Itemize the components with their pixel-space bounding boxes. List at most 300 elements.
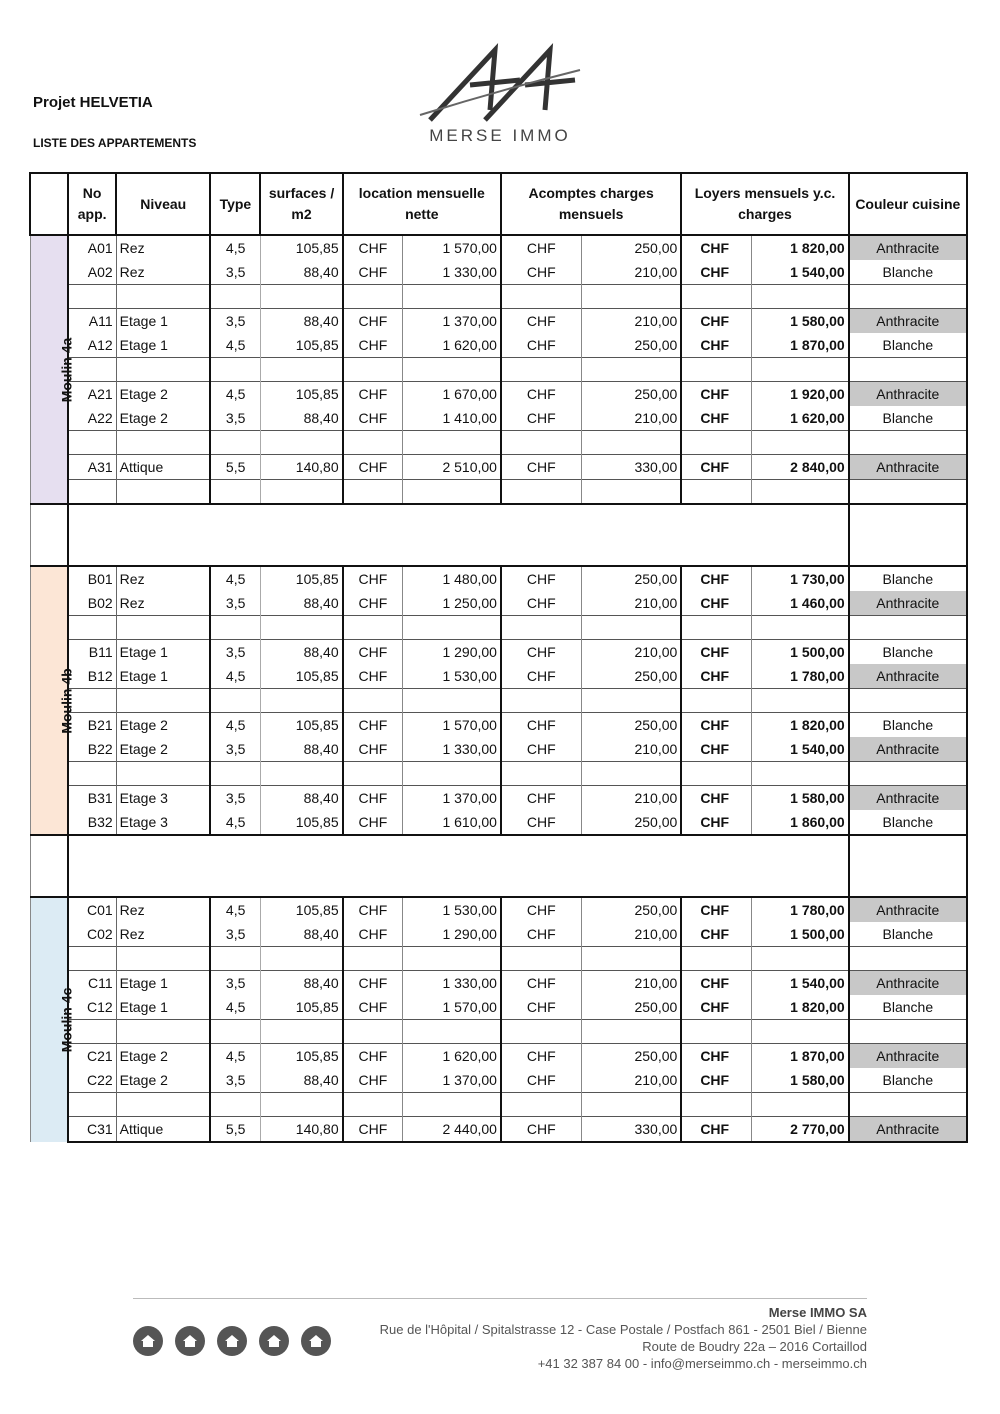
kitchen-color: Anthracite [849,786,967,811]
apartment-number: B21 [68,713,116,738]
apartment-level: Etage 1 [116,333,210,358]
apartment-type: 3,5 [210,309,260,334]
empty-cell [210,1093,260,1117]
charges: 210,00 [581,737,681,762]
empty-cell [751,480,848,505]
kitchen-color: Anthracite [849,382,967,407]
empty-cell [343,762,403,786]
net-rent: 1 370,00 [403,309,501,334]
empty-cell [403,480,501,505]
apartment-number: A22 [68,406,116,431]
apartment-level: Etage 2 [116,737,210,762]
apartment-level: Attique [116,455,210,480]
apartment-type: 3,5 [210,1068,260,1093]
empty-cell [681,1020,751,1044]
currency-label: CHF [501,1044,581,1069]
apartment-level: Rez [116,235,210,260]
total-rent: 1 780,00 [751,897,848,922]
currency-label: CHF [343,333,403,358]
building-label-cell [30,235,74,504]
currency-label: CHF [501,382,581,407]
building-label: Moulin 4a [57,337,74,402]
gap-cell [30,504,68,566]
apartment-number: C11 [68,971,116,996]
apartment-level: Etage 2 [116,382,210,407]
empty-cell [681,285,751,309]
table-row [30,995,967,1020]
apartments-table [29,172,968,1143]
currency-label: CHF [343,382,403,407]
currency-label: CHF [681,235,751,260]
empty-cell [501,285,581,309]
charges: 330,00 [581,455,681,480]
apartment-number: A01 [68,235,116,260]
spacer-row [30,762,967,786]
currency-label: CHF [501,640,581,665]
net-rent: 1 570,00 [403,713,501,738]
apartment-type: 3,5 [210,922,260,947]
apartment-level: Etage 2 [116,406,210,431]
currency-label: CHF [501,664,581,689]
empty-cell [849,947,967,971]
apartment-level: Etage 1 [116,309,210,334]
currency-label: CHF [681,810,751,835]
empty-cell [681,689,751,713]
currency-label: CHF [501,713,581,738]
empty-cell [260,285,342,309]
empty-cell [260,762,342,786]
charges: 250,00 [581,1044,681,1069]
empty-cell [501,689,581,713]
sell-home-icon [133,1326,163,1356]
total-rent: 1 500,00 [751,922,848,947]
table-row [30,664,967,689]
footer-address [380,1304,867,1372]
empty-cell [343,285,403,309]
apartment-number: B32 [68,810,116,835]
apartment-type: 4,5 [210,333,260,358]
apartment-level: Etage 3 [116,810,210,835]
charges: 250,00 [581,897,681,922]
empty-cell [581,480,681,505]
empty-cell [849,1093,967,1117]
currency-label: CHF [343,1068,403,1093]
empty-cell [210,947,260,971]
apartment-level: Etage 1 [116,640,210,665]
apartment-type: 3,5 [210,260,260,285]
apartment-type: 3,5 [210,786,260,811]
apartment-level: Etage 1 [116,995,210,1020]
net-rent: 1 620,00 [403,333,501,358]
apartment-surface: 140,80 [260,1117,342,1143]
empty-cell [751,947,848,971]
apartment-number: B11 [68,640,116,665]
currency-label: CHF [681,260,751,285]
apartment-surface: 140,80 [260,455,342,480]
apartment-type: 3,5 [210,591,260,616]
net-rent: 1 570,00 [403,995,501,1020]
empty-cell [116,358,210,382]
kitchen-color: Anthracite [849,971,967,996]
currency-label: CHF [343,1117,403,1143]
apartment-surface: 88,40 [260,786,342,811]
currency-label: CHF [681,333,751,358]
empty-cell [210,285,260,309]
empty-cell [116,616,210,640]
empty-cell [849,762,967,786]
net-rent: 1 570,00 [403,235,501,260]
table-row [30,713,967,738]
apartment-level: Rez [116,591,210,616]
header-surface: surfaces / m2 [260,173,342,235]
apartment-surface: 88,40 [260,591,342,616]
apartment-type: 3,5 [210,971,260,996]
empty-cell [751,431,848,455]
currency-label: CHF [681,737,751,762]
empty-cell [681,431,751,455]
empty-cell [751,762,848,786]
header-niveau: Niveau [116,173,210,235]
currency-label: CHF [501,455,581,480]
table-row [30,922,967,947]
spacer-row [30,358,967,382]
currency-label: CHF [501,995,581,1020]
net-rent: 1 330,00 [403,971,501,996]
apartment-type: 3,5 [210,737,260,762]
total-rent: 1 730,00 [751,566,848,591]
total-rent: 1 820,00 [751,995,848,1020]
key-home-icon [259,1326,289,1356]
apartment-number: A11 [68,309,116,334]
apartment-type: 4,5 [210,995,260,1020]
net-rent: 1 670,00 [403,382,501,407]
currency-label: CHF [501,897,581,922]
empty-cell [210,480,260,505]
currency-label: CHF [681,455,751,480]
apartment-level: Etage 2 [116,1068,210,1093]
charges: 250,00 [581,333,681,358]
empty-cell [501,358,581,382]
table-row [30,1068,967,1093]
currency-label: CHF [501,1117,581,1143]
apartment-surface: 105,85 [260,713,342,738]
currency-label: CHF [343,810,403,835]
empty-cell [581,1093,681,1117]
currency-label: CHF [681,1068,751,1093]
apartment-level: Etage 1 [116,664,210,689]
apartment-type: 5,5 [210,1117,260,1143]
currency-label: CHF [343,455,403,480]
net-rent: 1 290,00 [403,922,501,947]
currency-label: CHF [501,260,581,285]
empty-cell [751,358,848,382]
currency-label: CHF [343,406,403,431]
charges: 250,00 [581,995,681,1020]
total-rent: 1 540,00 [751,971,848,996]
table-row [30,1117,967,1143]
empty-cell [849,358,967,382]
currency-label: CHF [681,1044,751,1069]
apartment-number: C22 [68,1068,116,1093]
apartment-number: B12 [68,664,116,689]
currency-label: CHF [343,1044,403,1069]
net-rent: 1 530,00 [403,897,501,922]
apartment-type: 4,5 [210,382,260,407]
empty-cell [68,947,116,971]
empty-cell [260,358,342,382]
currency-label: CHF [501,922,581,947]
empty-cell [210,616,260,640]
charges: 250,00 [581,566,681,591]
apartment-surface: 88,40 [260,922,342,947]
net-rent: 1 410,00 [403,406,501,431]
spacer-row [30,285,967,309]
apartment-type: 4,5 [210,664,260,689]
table-row [30,971,967,996]
apartment-surface: 105,85 [260,664,342,689]
empty-cell [343,1093,403,1117]
apartment-type: 3,5 [210,640,260,665]
table-row [30,640,967,665]
building-gap-row [30,504,967,566]
charges: 210,00 [581,640,681,665]
project-title: Projet HELVETIA [33,94,153,111]
apartment-surface: 105,85 [260,333,342,358]
apartment-surface: 105,85 [260,995,342,1020]
net-rent: 2 510,00 [403,455,501,480]
spacer-row [30,616,967,640]
empty-cell [681,616,751,640]
currency-label: CHF [501,309,581,334]
empty-cell [581,689,681,713]
empty-cell [501,762,581,786]
empty-cell [403,762,501,786]
apartment-number: A31 [68,455,116,480]
header-loyers: Loyers mensuels y.c. charges [681,173,848,235]
net-rent: 1 370,00 [403,786,501,811]
currency-label: CHF [343,591,403,616]
total-rent: 1 780,00 [751,664,848,689]
kitchen-color: Blanche [849,1068,967,1093]
empty-cell [68,480,116,505]
total-rent: 1 580,00 [751,309,848,334]
empty-cell [68,1093,116,1117]
apartment-number: C21 [68,1044,116,1069]
total-rent: 1 460,00 [751,591,848,616]
charges: 210,00 [581,922,681,947]
table-row [30,406,967,431]
apartment-number: B22 [68,737,116,762]
total-rent: 1 820,00 [751,235,848,260]
empty-cell [681,947,751,971]
apartment-surface: 88,40 [260,406,342,431]
total-rent: 1 820,00 [751,713,848,738]
kitchen-color: Blanche [849,640,967,665]
apartment-type: 4,5 [210,1044,260,1069]
building-label-cell [30,897,74,1142]
empty-cell [581,616,681,640]
total-rent: 1 870,00 [751,1044,848,1069]
building-label: Moulin 4b [58,667,75,734]
total-rent: 1 860,00 [751,810,848,835]
currency-label: CHF [681,309,751,334]
kitchen-color: Blanche [849,995,967,1020]
logo-text: MERSE IMMO [429,126,571,145]
apartment-level: Rez [116,566,210,591]
kitchen-color: Blanche [849,566,967,591]
total-rent: 1 870,00 [751,333,848,358]
spacer-row [30,480,967,505]
empty-cell [751,1093,848,1117]
spacer-row [30,1093,967,1117]
apartment-surface: 88,40 [260,260,342,285]
empty-cell [68,431,116,455]
net-rent: 1 620,00 [403,1044,501,1069]
net-rent: 1 330,00 [403,260,501,285]
empty-cell [116,1093,210,1117]
kitchen-color: Blanche [849,922,967,947]
apartment-number: C01 [68,897,116,922]
header-type: Type [210,173,260,235]
net-rent: 1 370,00 [403,1068,501,1093]
empty-cell [210,689,260,713]
currency-label: CHF [343,309,403,334]
apartment-number: C12 [68,995,116,1020]
empty-cell [581,285,681,309]
charges: 210,00 [581,786,681,811]
empty-cell [116,431,210,455]
empty-cell [751,616,848,640]
currency-label: CHF [501,971,581,996]
empty-cell [343,616,403,640]
empty-cell [403,1093,501,1117]
currency-label: CHF [343,786,403,811]
empty-cell [260,480,342,505]
table-row [30,260,967,285]
gap-cell [30,835,68,897]
currency-label: CHF [501,1068,581,1093]
currency-label: CHF [681,406,751,431]
total-rent: 1 540,00 [751,737,848,762]
apartment-type: 4,5 [210,897,260,922]
empty-cell [403,1020,501,1044]
empty-cell [849,480,967,505]
kitchen-color: Blanche [849,810,967,835]
apartment-number: A02 [68,260,116,285]
footer-line-2: Route de Boudry 22a – 2016 Cortaillod [642,1339,867,1354]
currency-label: CHF [501,235,581,260]
currency-label: CHF [681,995,751,1020]
empty-cell [849,285,967,309]
empty-cell [501,616,581,640]
apartment-level: Rez [116,922,210,947]
kitchen-color: Anthracite [849,1117,967,1143]
total-rent: 1 540,00 [751,260,848,285]
currency-label: CHF [343,260,403,285]
empty-cell [343,689,403,713]
total-rent: 2 770,00 [751,1117,848,1143]
charges: 250,00 [581,664,681,689]
empty-cell [403,358,501,382]
table-row [30,235,967,260]
charges: 210,00 [581,971,681,996]
empty-cell [343,947,403,971]
gap-cell [68,504,849,566]
empty-cell [581,431,681,455]
total-rent: 1 920,00 [751,382,848,407]
currency-label: CHF [501,406,581,431]
empty-cell [210,431,260,455]
table-row [30,309,967,334]
currency-label: CHF [501,786,581,811]
apartment-surface: 88,40 [260,1068,342,1093]
currency-label: CHF [343,897,403,922]
apartment-type: 4,5 [210,713,260,738]
apartment-number: B02 [68,591,116,616]
currency-label: CHF [681,382,751,407]
kitchen-color: Blanche [849,260,967,285]
empty-cell [849,431,967,455]
currency-label: CHF [681,897,751,922]
table-header-row [30,173,967,235]
currency-label: CHF [681,713,751,738]
empty-cell [68,616,116,640]
apartment-number: C31 [68,1117,116,1143]
building-label-cell [30,566,75,835]
kitchen-color: Anthracite [849,591,967,616]
building-label: Moulin 4c [57,987,74,1053]
apartment-level: Attique [116,1117,210,1143]
apartment-surface: 105,85 [260,810,342,835]
empty-cell [68,285,116,309]
kitchen-color: Anthracite [849,235,967,260]
kitchen-color: Blanche [849,406,967,431]
currency-label: CHF [343,566,403,591]
charges: 210,00 [581,309,681,334]
charges: 210,00 [581,1068,681,1093]
empty-cell [581,358,681,382]
empty-cell [116,689,210,713]
currency-label: CHF [681,664,751,689]
empty-cell [116,1020,210,1044]
currency-label: CHF [501,333,581,358]
empty-cell [403,689,501,713]
apartment-type: 4,5 [210,235,260,260]
net-rent: 1 610,00 [403,810,501,835]
documents-home-icon [301,1326,331,1356]
apartment-surface: 88,40 [260,640,342,665]
building-gap-row [30,835,967,897]
empty-cell [681,358,751,382]
gap-cell [849,504,967,566]
table-row [30,333,967,358]
currency-label: CHF [681,640,751,665]
table-row [30,591,967,616]
empty-cell [210,358,260,382]
family-home-icon [217,1326,247,1356]
empty-cell [403,431,501,455]
currency-label: CHF [343,235,403,260]
empty-cell [343,358,403,382]
empty-cell [681,480,751,505]
net-rent: 1 330,00 [403,737,501,762]
header-charges: Acomptes charges mensuels [501,173,681,235]
net-rent: 1 530,00 [403,664,501,689]
total-rent: 1 580,00 [751,1068,848,1093]
apartment-type: 4,5 [210,810,260,835]
empty-cell [260,689,342,713]
total-rent: 1 620,00 [751,406,848,431]
